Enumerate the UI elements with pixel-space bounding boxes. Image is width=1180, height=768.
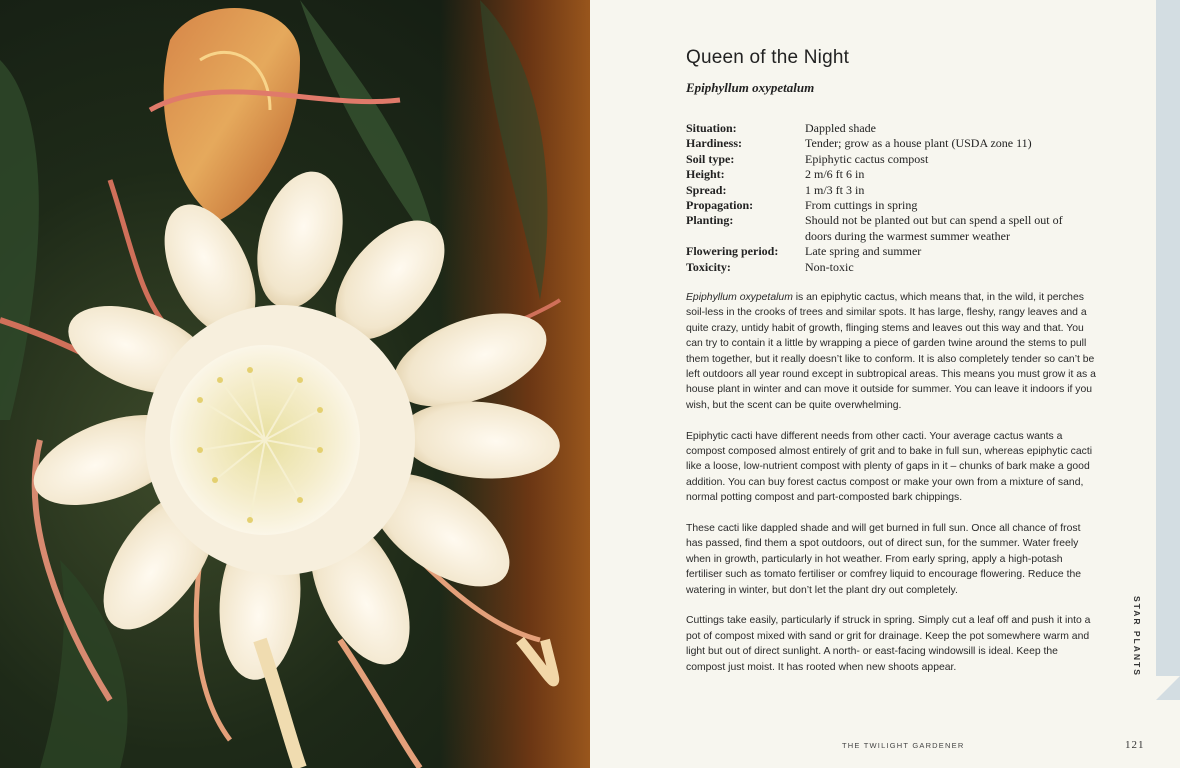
fact-row	[686, 121, 1086, 136]
fact-label: Spread:	[686, 182, 727, 197]
page-edge	[1156, 0, 1180, 768]
fact-label: Height:	[686, 167, 725, 182]
fact-value: Late spring and summer	[805, 244, 922, 259]
fact-value: Epiphytic cactus compost	[805, 151, 929, 166]
fact-label: Propagation:	[686, 198, 754, 213]
fact-row	[686, 244, 1086, 259]
fact-label: Hardiness:	[686, 136, 743, 151]
fact-row	[686, 152, 1086, 167]
page-number: 121	[1125, 739, 1145, 751]
paragraph-intro-text: is an epiphytic cactus, which means that, in the wild, it perches soil-less in the crooks of trees and similar spots. It has large, fleshy, rangy leaves and a quite crazy, untidy habit of growth, flinging stems and leaves out this way and that. You can try to contain it a little by wrapping a piece of garden twine around the stems to pull them together, but it really doesn’t like to conform. It is also completely tender so can’t be left outdoors all year round except in subtropical areas. This means you must grow it as a house plant in winter and can move it outside for summer. You can leave it indoors if you wish, but the scent can be quite overwhelming.	[686, 292, 1096, 411]
paragraph-care: These cacti like dappled shade and will get burned in full sun. Once all chance of frost has passed, find them a spot outdoors, out of direct sun, for the summer. Water freely when in growth, particularly in hot weather. From early spring, apply a high-potash fertiliser such as tomato fertiliser or comfrey liquid to encourage flowering. Reduce the watering in winter, but don’t let the plant dry out completely.	[686, 523, 1082, 596]
fact-row	[686, 260, 1086, 275]
fact-row	[686, 183, 1086, 198]
fact-value: 1 m/3 ft 3 in	[805, 182, 865, 197]
fact-value: Tender; grow as a house plant (USDA zone 11)	[805, 136, 1032, 151]
paragraph-cuttings: Cuttings take easily, particularly if struck in spring. Simply cut a leaf off and push it into a pot of compost mixed with sand or grit for drainage. Keep the pot somewhere warm and light but out of direct sunlight. A north- or east-facing windowsill is ideal. Keep the compost just moist. It has rooted when new shoots appear.	[686, 615, 1091, 673]
fact-value: From cuttings in spring	[805, 198, 918, 213]
fact-row	[686, 198, 1086, 213]
fact-label: Soil type:	[686, 151, 735, 166]
plant-facts-table	[686, 121, 1086, 275]
fact-value: 2 m/6 ft 6 in	[805, 167, 865, 182]
plant-title: Queen of the Night	[686, 47, 850, 68]
paragraph-compost: Epiphytic cacti have different needs from other cacti. Your average cactus wants a compost composed almost entirely of grit and to bake in full sun, whereas epiphytic cacti like a loose, low-nutrient compost with plenty of gaps in it – chunks of bark make a good addition. You can buy forest cactus compost or make your own from a mixture of sand, normal potting compost and part-composted bark chippings.	[686, 430, 1093, 504]
fact-label: Situation:	[686, 121, 737, 135]
fact-row	[686, 136, 1086, 151]
fact-value: Non-toxic	[805, 259, 854, 274]
fact-label: Planting:	[686, 213, 734, 228]
paragraph-intro	[686, 290, 1096, 413]
fact-label: Toxicity:	[686, 259, 731, 274]
fact-value: Should not be planted out but can spend a spell out of doors during the warmest summer weather	[805, 213, 1063, 243]
plant-latin-name: Epiphyllum oxypetalum	[686, 80, 815, 95]
running-footer: THE TWILIGHT GARDENER	[842, 741, 965, 750]
body-text	[686, 290, 1096, 691]
fact-label: Flowering period:	[686, 244, 779, 259]
section-tab-label: STAR PLANTS	[1132, 596, 1142, 677]
page-edge-bottom	[1156, 700, 1180, 768]
page-edge-fold	[1156, 676, 1180, 700]
fact-row	[686, 213, 1086, 244]
fact-row	[686, 167, 1086, 182]
paragraph-intro-italic: Epiphyllum oxypetalum	[686, 292, 793, 303]
fact-value: Dappled shade	[805, 121, 876, 135]
